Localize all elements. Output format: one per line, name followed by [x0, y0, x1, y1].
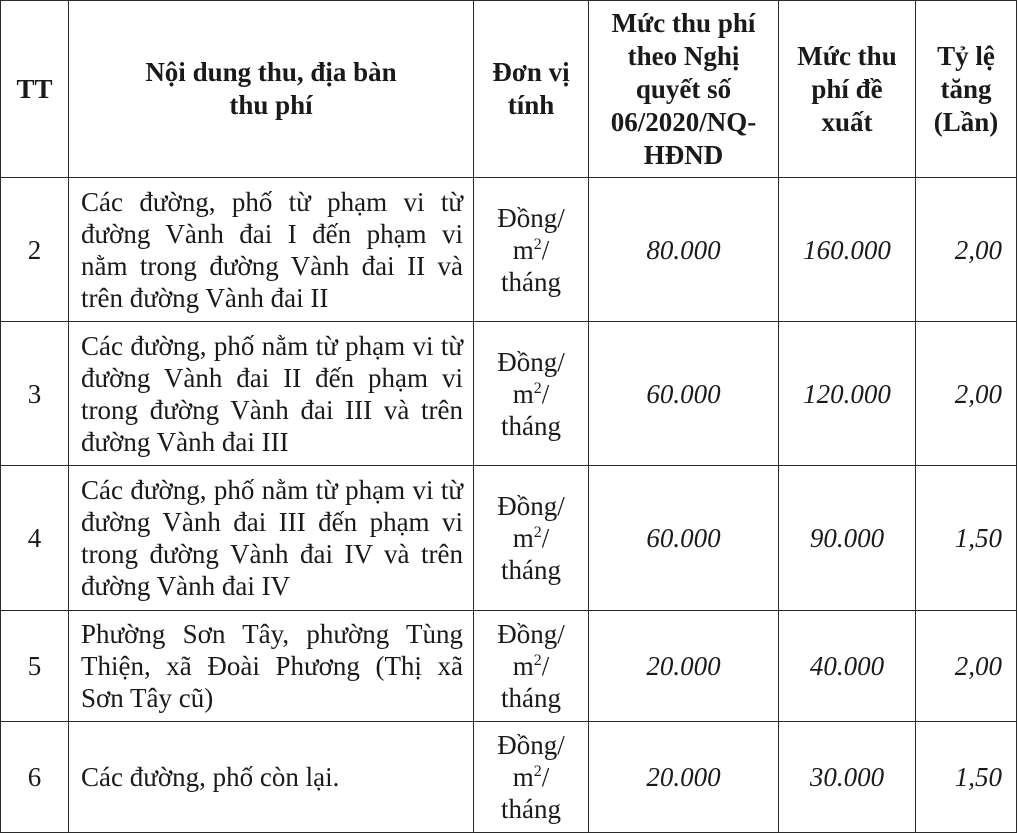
unit-exponent: 2 — [533, 524, 542, 541]
row-current-fee: 20.000 — [589, 611, 779, 722]
unit-month: tháng — [501, 410, 561, 441]
unit-m: m — [512, 378, 534, 409]
header-content: Nội dung thu, địa bàn thu phí — [69, 1, 474, 178]
header-unit: Đơn vị tính — [474, 1, 589, 178]
unit-slash: / — [541, 234, 550, 265]
row-unit — [474, 178, 589, 322]
table-row — [1, 611, 1017, 722]
unit-month: tháng — [501, 555, 561, 585]
unit-month: tháng — [501, 683, 561, 713]
row-proposed-fee: 160.000 — [779, 178, 916, 322]
unit-slash: / — [541, 651, 550, 681]
row-proposed-fee: 120.000 — [779, 322, 916, 466]
unit-exponent: 2 — [533, 652, 542, 669]
table-row — [1, 322, 1017, 466]
row-ratio: 2,00 — [916, 322, 1017, 466]
header-current-fee: Mức thu phí theo Nghị quyết số 06/2020/NQ-HĐND — [589, 1, 779, 178]
unit-exponent: 2 — [533, 235, 542, 253]
row-proposed-fee: 40.000 — [779, 611, 916, 722]
row-number: 4 — [1, 466, 69, 611]
row-unit — [474, 466, 589, 611]
unit-m: m — [512, 651, 534, 681]
table-row — [1, 178, 1017, 322]
row-ratio: 1,50 — [916, 722, 1017, 833]
row-number: 3 — [1, 322, 69, 466]
row-unit — [474, 322, 589, 466]
row-proposed-fee: 30.000 — [779, 722, 916, 833]
header-tt: TT — [1, 1, 69, 178]
unit-slash: / — [541, 762, 550, 792]
unit-word: Đồng/ — [497, 491, 565, 521]
row-current-fee: 80.000 — [589, 178, 779, 322]
header-proposed-fee: Mức thu phí đề xuất — [779, 1, 916, 178]
unit-slash: / — [541, 378, 550, 409]
unit-month: tháng — [501, 266, 561, 297]
row-current-fee: 20.000 — [589, 722, 779, 833]
row-current-fee: 60.000 — [589, 466, 779, 611]
row-content: Các đường, phố nằm từ phạm vi từ đường Vành đai II đến phạm vi trong đường Vành đai III và trên đường Vành đai III — [69, 322, 474, 466]
table-row — [1, 466, 1017, 611]
row-ratio: 2,00 — [916, 178, 1017, 322]
row-unit — [474, 722, 589, 833]
header-ratio: Tỷ lệ tăng (Lần) — [916, 1, 1017, 178]
unit-m: m — [512, 762, 534, 792]
row-ratio: 2,00 — [916, 611, 1017, 722]
unit-exponent: 2 — [533, 763, 542, 780]
unit-word: Đồng/ — [497, 730, 565, 760]
row-current-fee: 60.000 — [589, 322, 779, 466]
row-unit — [474, 611, 589, 722]
unit-month: tháng — [501, 794, 561, 824]
unit-m: m — [512, 234, 534, 265]
unit-word: Đồng/ — [497, 619, 565, 649]
unit-m: m — [512, 523, 534, 553]
unit-word: Đồng/ — [497, 202, 565, 233]
header-row — [1, 1, 1017, 178]
row-number: 6 — [1, 722, 69, 833]
table-row — [1, 722, 1017, 833]
row-content: Phường Sơn Tây, phường Tùng Thiện, xã Đoài Phương (Thị xã Sơn Tây cũ) — [69, 611, 474, 722]
unit-word: Đồng/ — [497, 346, 565, 377]
row-number: 5 — [1, 611, 69, 722]
row-content: Các đường, phố từ phạm vi từ đường Vành đai I đến phạm vi nằm trong đường Vành đai II và trên đường Vành đai II — [69, 178, 474, 322]
unit-slash: / — [541, 523, 550, 553]
row-number: 2 — [1, 178, 69, 322]
row-ratio: 1,50 — [916, 466, 1017, 611]
row-content: Các đường, phố nằm từ phạm vi từ đường Vành đai III đến phạm vi trong đường Vành đai IV và trên đường Vành đai IV — [69, 466, 474, 611]
row-proposed-fee: 90.000 — [779, 466, 916, 611]
unit-exponent: 2 — [533, 379, 542, 397]
row-content: Các đường, phố còn lại. — [69, 722, 474, 833]
